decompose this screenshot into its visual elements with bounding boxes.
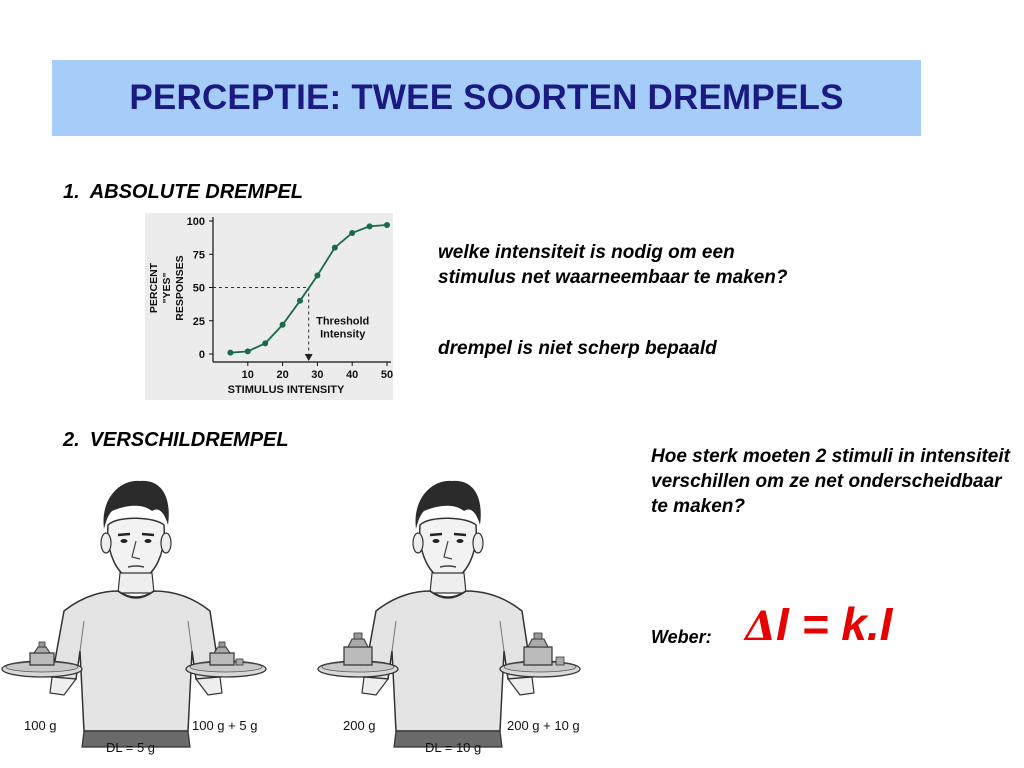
x-tick-label: 50 [380, 369, 393, 381]
section2-number: 2. [63, 429, 80, 451]
label-100g-plus-5g: 100 g + 5 g [192, 718, 258, 733]
section2-question: Hoe sterk moeten 2 stimuli in intensiteit verschillen om ze net onderscheidbaar te maken? [651, 446, 1010, 517]
threshold-annotation-line: Threshold [316, 315, 370, 328]
y-tick-label: 75 [192, 249, 205, 262]
data-point [280, 322, 286, 328]
data-point [297, 298, 303, 304]
x-axis-label: STIMULUS INTENSITY [227, 384, 345, 396]
section1-number: 1. [63, 181, 80, 203]
y-axis-label-line: "YES" [161, 272, 173, 304]
label-dl-5g: DL = 5 g [106, 740, 156, 755]
title-bar [52, 60, 921, 136]
threshold-chart-svg [145, 213, 393, 400]
section2-heading-text: VERSCHILDREMPEL [89, 429, 289, 451]
formula-text: I = k.I [776, 598, 893, 650]
data-point [314, 273, 320, 279]
label-100g: 100 g [24, 718, 57, 733]
y-tick-label: 50 [192, 282, 205, 295]
data-point [245, 348, 251, 354]
data-point [227, 350, 233, 356]
person-1 [50, 481, 222, 747]
section1-note: drempel is niet scherp bepaald [438, 338, 717, 359]
section2-heading [63, 429, 289, 452]
threshold-arrow [305, 354, 313, 361]
data-point [262, 340, 268, 346]
weight-illustration-svg [0, 451, 590, 768]
threshold-chart [145, 213, 393, 400]
data-point [367, 223, 373, 229]
section1-question: welke intensiteit is nodig om een stimulus net waarneembaar te maken? [438, 242, 788, 288]
x-tick-label: 40 [346, 369, 359, 381]
section1-heading [63, 181, 303, 204]
y-tick-label: 100 [186, 216, 205, 228]
y-axis-label-line: PERCENT [148, 262, 160, 314]
slide-title: PERCEPTIE: TWEE SOORTEN DREMPELS [129, 78, 844, 117]
data-point [384, 222, 390, 228]
section1-heading-text: ABSOLUTE DREMPEL [89, 181, 304, 203]
delta-symbol: Δ [745, 603, 777, 650]
weight-illustration [0, 451, 590, 768]
y-tick-label: 25 [192, 315, 205, 328]
x-tick-label: 20 [276, 369, 289, 381]
person-2 [362, 481, 534, 747]
x-tick-label: 30 [311, 369, 324, 381]
data-point [332, 245, 338, 251]
weber-label: Weber: [651, 627, 712, 647]
y-axis-label-line: RESPONSES [174, 255, 186, 321]
y-tick-label: 0 [198, 349, 205, 361]
x-tick-label: 10 [241, 369, 254, 381]
label-200g: 200 g [343, 718, 376, 733]
weber-formula [745, 597, 892, 651]
data-point [349, 230, 355, 236]
threshold-annotation-line: Intensity [320, 328, 366, 341]
label-200g-plus-10g: 200 g + 10 g [507, 718, 580, 733]
label-dl-10g: DL = 10 g [425, 740, 482, 755]
